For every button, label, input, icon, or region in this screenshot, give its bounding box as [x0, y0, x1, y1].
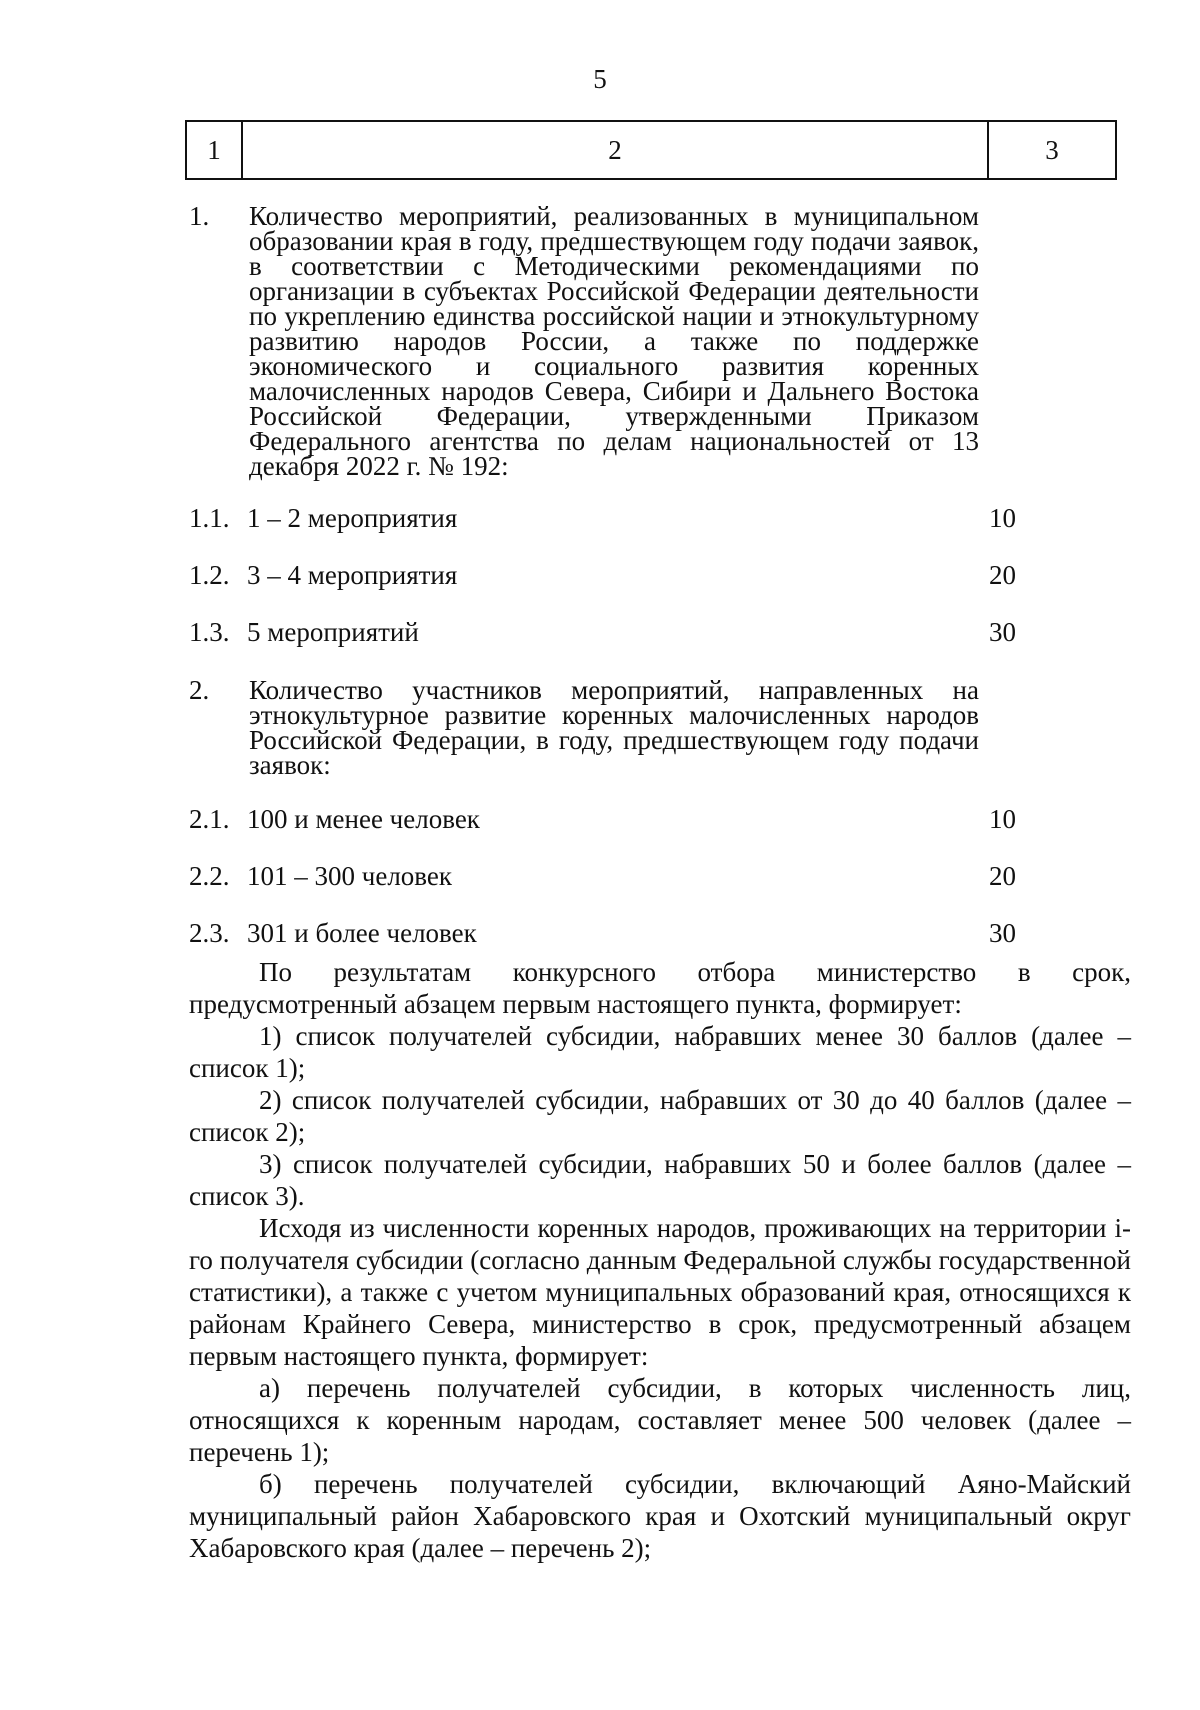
criterion-number: 1.: [189, 201, 210, 231]
criterion-item-score: 10: [989, 503, 1016, 533]
table-header: [185, 120, 1117, 180]
paragraph: б) перечень получателей субсидии, включающий Аяно-Майский муниципальный район Хабаровского края и Охотский муниципальный округ Хабаровского края (далее – перечень 2);: [189, 1469, 1131, 1563]
criterion-text: Количество участников мероприятий, направленных на этнокультурное развитие коренных малочисленных народов Российской Федерации, в году, предшествующем году подачи заявок:: [249, 675, 979, 780]
paragraph: Исходя из численности коренных народов, проживающих на территории i-го получателя субсидии (согласно данным Федеральной службы государственной статистики), а также с учетом муниципальных образований края, относящихся к районам Крайнего Севера, министерство в срок, предусмотренный абзацем первым настоящего пункта, формирует:: [189, 1213, 1131, 1371]
criterion-item-number: 1.1.: [189, 503, 230, 533]
criterion-item: [189, 803, 1029, 835]
paragraph: 3) список получателей субсидии, набравших 50 и более баллов (далее – список 3).: [189, 1149, 1131, 1211]
paragraph: 1) список получателей субсидии, набравших менее 30 баллов (далее – список 1);: [189, 1021, 1131, 1083]
body-text: [189, 956, 1131, 1564]
paragraph: По результатам конкурсного отбора министерство в срок, предусмотренный абзацем первым настоящего пункта, формирует:: [189, 957, 1131, 1019]
criterion-item-number: 2.3.: [189, 918, 230, 948]
criterion-item-score: 20: [989, 861, 1016, 891]
table-header-col-2: 2: [243, 122, 989, 178]
criterion-item-number: 2.1.: [189, 804, 230, 834]
table-header-col-1: 1: [187, 122, 243, 178]
criterion-item: [189, 860, 1029, 892]
paragraph: 2) список получателей субсидии, набравших от 30 до 40 баллов (далее – список 2);: [189, 1085, 1131, 1147]
criterion-item: [189, 616, 1029, 648]
criterion-number: 2.: [189, 675, 210, 705]
criterion-item: [189, 917, 1029, 949]
criterion-item-label: 1 – 2 мероприятия: [247, 503, 458, 533]
criterion-item-label: 301 и более человек: [247, 918, 477, 948]
table-header-col-3: 3: [1045, 134, 1059, 165]
criterion-item-label: 3 – 4 мероприятия: [247, 560, 458, 590]
criterion-item-label: 100 и менее человек: [247, 804, 480, 834]
criterion-item-number: 1.3.: [189, 617, 230, 647]
paragraph: а) перечень получателей субсидии, в которых численность лиц, относящихся к коренным народам, составляет менее 500 человек (далее – перечень 1);: [189, 1373, 1131, 1467]
criterion-item-score: 30: [989, 617, 1016, 647]
criterion-item-number: 1.2.: [189, 560, 230, 590]
criterion-item-label: 101 – 300 человек: [247, 861, 452, 891]
page-number: 5: [593, 64, 607, 94]
criterion-item-score: 30: [989, 918, 1016, 948]
criterion-item-score: 20: [989, 560, 1016, 590]
criterion-item-label: 5 мероприятий: [247, 617, 419, 647]
criterion-item: [189, 559, 1029, 591]
criterion-item-score: 10: [989, 804, 1016, 834]
criterion-item: [189, 502, 1029, 534]
criterion-item-number: 2.2.: [189, 861, 230, 891]
criterion-text: Количество мероприятий, реализованных в муниципальном образовании края в году, предшествующем году подачи заявок, в соответствии с Методическими рекомендациями по организации в субъектах Российской Федерации деятельности по укреплению единства российской нации и этнокультурному развитию народов России, а также по поддержке экономического и социального развития коренных малочисленных народов Севера, Сибири и Дальнего Востока Российской Федерации, утвержденными Приказом Федерального агентства по делам национальностей от 13 декабря 2022 г. № 192:: [249, 201, 979, 481]
